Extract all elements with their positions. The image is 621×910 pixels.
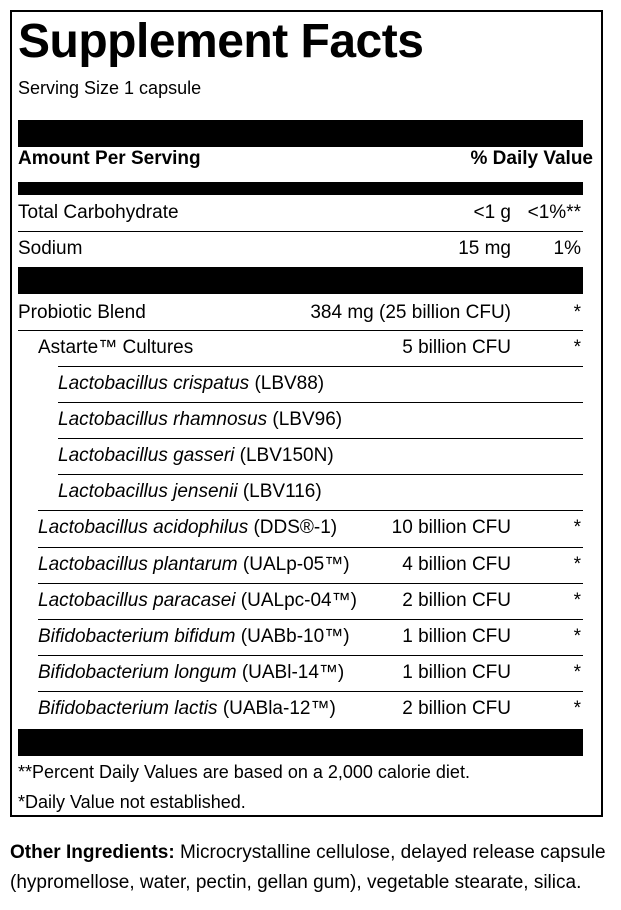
strain-row bbox=[18, 691, 583, 727]
nutrient-dv: 1% bbox=[553, 238, 581, 259]
thick-divider bbox=[18, 729, 583, 756]
strain-dv: * bbox=[573, 517, 581, 538]
strain-name: Lactobacillus jensenii bbox=[58, 481, 238, 502]
strain-name: Bifidobacterium lactis bbox=[38, 698, 218, 719]
strain-name: Lactobacillus paracasei bbox=[38, 590, 236, 611]
strain-row bbox=[18, 655, 583, 691]
thick-divider bbox=[18, 267, 583, 294]
strain-name: Lactobacillus rhamnosus bbox=[58, 409, 268, 430]
strain-row bbox=[18, 510, 583, 546]
other-ingredients-text: Microcrystalline cellulose, delayed release capsule (hypromellose, water, pectin, gellan gum), vegetable stearate, silica. bbox=[10, 842, 606, 893]
strain-code: (LBV150N) bbox=[239, 445, 334, 466]
strain-row bbox=[18, 547, 583, 583]
strain-code: (LBV116) bbox=[242, 481, 322, 502]
astarte-row bbox=[18, 330, 583, 366]
amount-per-serving-header: Amount Per Serving bbox=[18, 148, 201, 169]
serving-size: Serving Size 1 capsule bbox=[18, 78, 202, 98]
strain-amount: 1 billion CFU bbox=[402, 662, 511, 683]
strain-amount: 2 billion CFU bbox=[402, 590, 511, 611]
strain-code: (LBV96) bbox=[272, 409, 343, 430]
footnote-percent-dv: **Percent Daily Values are based on a 2,000 calorie diet. bbox=[18, 762, 470, 782]
strain-row bbox=[18, 583, 583, 619]
strain-amount: 4 billion CFU bbox=[402, 554, 511, 575]
strain-code: (UALp-05™) bbox=[242, 554, 350, 575]
astarte-amount: 5 billion CFU bbox=[402, 337, 511, 358]
footnote-dv-not-established: *Daily Value not established. bbox=[18, 792, 246, 812]
strain-name: Lactobacillus crispatus bbox=[58, 373, 250, 394]
nutrient-row bbox=[18, 231, 583, 267]
nutrient-row bbox=[18, 195, 583, 231]
strain-code: (DDS®-1) bbox=[253, 517, 338, 538]
strain-name: Bifidobacterium bifidum bbox=[38, 626, 236, 647]
strain-name: Bifidobacterium longum bbox=[38, 662, 237, 683]
strain-dv: * bbox=[573, 662, 581, 683]
strain-dv: * bbox=[573, 626, 581, 647]
strain-dv: * bbox=[573, 554, 581, 575]
astarte-strain-row bbox=[18, 438, 583, 474]
strain-name: Lactobacillus plantarum bbox=[38, 554, 238, 575]
astarte-strain-row bbox=[18, 366, 583, 402]
astarte-strain-row bbox=[18, 474, 583, 510]
strain-code: (UALpc-04™) bbox=[240, 590, 357, 611]
strain-code: (UABl-14™) bbox=[241, 662, 345, 683]
nutrient-dv: <1%** bbox=[527, 202, 581, 223]
strain-code: (UABla-12™) bbox=[222, 698, 336, 719]
astarte-label: Astarte™ Cultures bbox=[38, 337, 194, 358]
blend-amount: 384 mg (25 billion CFU) bbox=[310, 302, 511, 323]
strain-amount: 1 billion CFU bbox=[402, 626, 511, 647]
strain-amount: 10 billion CFU bbox=[391, 517, 511, 538]
nutrient-amount: <1 g bbox=[473, 202, 511, 223]
astarte-strain-row bbox=[18, 402, 583, 438]
medium-divider bbox=[18, 182, 583, 195]
nutrient-amount: 15 mg bbox=[458, 238, 511, 259]
nutrient-label: Sodium bbox=[18, 238, 83, 259]
strain-code: (UABb-10™) bbox=[240, 626, 350, 647]
daily-value-header: % Daily Value bbox=[470, 148, 593, 169]
thick-divider bbox=[18, 120, 583, 147]
strain-name: Lactobacillus acidophilus bbox=[38, 517, 249, 538]
astarte-dv: * bbox=[573, 337, 581, 358]
strain-name: Lactobacillus gasseri bbox=[58, 445, 235, 466]
blend-label: Probiotic Blend bbox=[18, 302, 146, 323]
other-ingredients-label: Other Ingredients: bbox=[10, 842, 175, 863]
panel-title: Supplement Facts bbox=[18, 15, 424, 68]
blend-row bbox=[18, 295, 583, 331]
nutrient-label: Total Carbohydrate bbox=[18, 202, 179, 223]
other-ingredients bbox=[10, 838, 610, 898]
strain-code: (LBV88) bbox=[254, 373, 325, 394]
blend-dv: * bbox=[573, 302, 581, 323]
strain-amount: 2 billion CFU bbox=[402, 698, 511, 719]
strain-dv: * bbox=[573, 590, 581, 611]
strain-dv: * bbox=[573, 698, 581, 719]
strain-row bbox=[18, 619, 583, 655]
